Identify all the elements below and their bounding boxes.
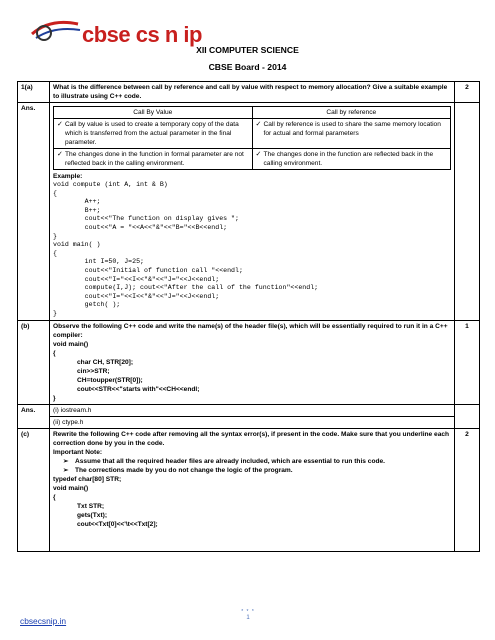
question-content [50, 428, 455, 551]
code-line: } [53, 394, 56, 402]
question-row-1b [18, 320, 480, 404]
question-number: 1(a) [18, 82, 50, 103]
code-line: CH=toupper(STR[0]); [77, 376, 143, 384]
comparison-cell: ✓ The changes done in the function are reflected back in the calling environment. [252, 149, 451, 170]
code-line: void compute (int A, int & B) [53, 181, 168, 188]
page-number-block [240, 609, 256, 622]
code-line: Txt STR; [77, 502, 105, 510]
question-row-1c [18, 428, 480, 551]
code-line: cout<<"A = "<<A<<"&"<<"B="<<B<<endl; [53, 223, 228, 231]
page-subtitle: CBSE Board - 2014 [208, 62, 287, 72]
answer-label: Ans. [18, 404, 50, 428]
question-row-1a [18, 82, 480, 103]
comparison-cell: ✓ Call by value is used to create a temporary copy of the data which is transferred from the actual parameter in the final parameter. [54, 119, 253, 149]
code-block [53, 181, 451, 319]
code-line: int I=50, J=25; [53, 258, 145, 266]
code-line: compute(I,J); cout<<"After the call of the function"<<endl; [53, 284, 319, 292]
arrow-bullet-icon: ➢ [63, 457, 69, 465]
code-line: cin>>STR; [77, 367, 110, 375]
questions-table [17, 81, 480, 552]
question-number: (b) [18, 320, 50, 404]
code-line: void main() [53, 340, 89, 348]
code-line: cout<<"The function on display gives "; [53, 215, 239, 223]
comparison-col-head: Call By Value [54, 107, 253, 119]
checkmark-icon: ✓ [57, 121, 63, 128]
code-line: { [53, 249, 57, 257]
code-line: cout<<"I="<<I<<"&"<<"J="<<J<<endl; [53, 275, 220, 283]
code-line: } [53, 309, 57, 317]
code-line: typedef char[80] STR; [53, 475, 122, 483]
answer-row-1a [18, 103, 480, 321]
note-item: Assume that all the required header files are already included, which are essential to run this code. [75, 457, 386, 465]
question-number: (c) [18, 428, 50, 551]
code-line: B++; [53, 206, 101, 214]
question-marks: 1 [455, 320, 480, 404]
answer-content [50, 103, 455, 321]
comparison-col-head: Call by reference [252, 107, 451, 119]
page-number: 1 [246, 615, 250, 621]
answer-content [50, 404, 455, 428]
checkmark-icon: ✓ [255, 151, 262, 158]
code-line: char CH, STR[20]; [77, 358, 134, 366]
question-text: What is the difference between call by reference and call by value with respect to memory allocation? Give a suitable example to illustrate using C++ code. [50, 82, 455, 103]
comparison-cell: ✓ Call by reference is used to share the same memory location for actual and formal parameters [252, 119, 451, 149]
answer-line: (i) iostream.h [50, 405, 454, 417]
code-line: cout<<Txt[0]<<'\t<<Txt[2]; [77, 520, 158, 528]
answer-label: Ans. [18, 103, 50, 321]
question-text: Observe the following C++ code and write the name(s) of the header file(s), which will be essentially required to run it in a C++ compiler: [53, 322, 448, 339]
answer-line: (ii) ctype.h [53, 418, 84, 426]
code-line: cout<<"I="<<I<<"&"<<"J="<<J<<endl; [53, 292, 220, 300]
code-line: { [53, 189, 57, 197]
code-line: void main() [53, 484, 89, 492]
note-item: The corrections made by you do not change the logic of the program. [75, 466, 293, 474]
code-line: void main( ) [53, 241, 101, 249]
example-label: Example: [53, 173, 83, 180]
code-line: { [53, 493, 56, 501]
checkmark-icon: ✓ [57, 151, 63, 158]
answer-row-1b [18, 404, 480, 428]
footer-site-link[interactable]: cbsecsnip.in [20, 616, 67, 626]
code-line: cout<<"Initial of function call "<<endl; [53, 266, 243, 274]
code-line: A++; [53, 198, 101, 206]
logo-text: cbse cs n ip [82, 22, 202, 47]
page-dots: * * * [241, 609, 255, 615]
code-line: getch( ); [53, 301, 121, 309]
arrow-bullet-icon: ➢ [63, 466, 69, 474]
question-marks: 2 [455, 428, 480, 551]
code-line: } [53, 232, 57, 240]
site-logo [30, 14, 202, 47]
checkmark-icon: ✓ [255, 121, 262, 128]
comparison-table [53, 106, 451, 170]
question-content [50, 320, 455, 404]
comparison-cell: ✓ The changes done in the function in formal parameter are not reflected back in the calling environment. [54, 149, 253, 170]
question-marks: 2 [455, 82, 480, 103]
note-label: Important Note: [53, 448, 103, 456]
page-title: XII COMPUTER SCIENCE [196, 45, 299, 55]
question-text: Rewrite the following C++ code after removing all the syntax error(s), if present in the code. Make sure that you underline each correction done by you in the code. [53, 430, 450, 447]
code-line: gets(Txt); [77, 511, 108, 519]
logo-swoosh-icon [30, 16, 90, 46]
code-line: cout<<STR<<"starts with"<<CH<<endl; [77, 385, 200, 393]
code-line: { [53, 349, 56, 357]
